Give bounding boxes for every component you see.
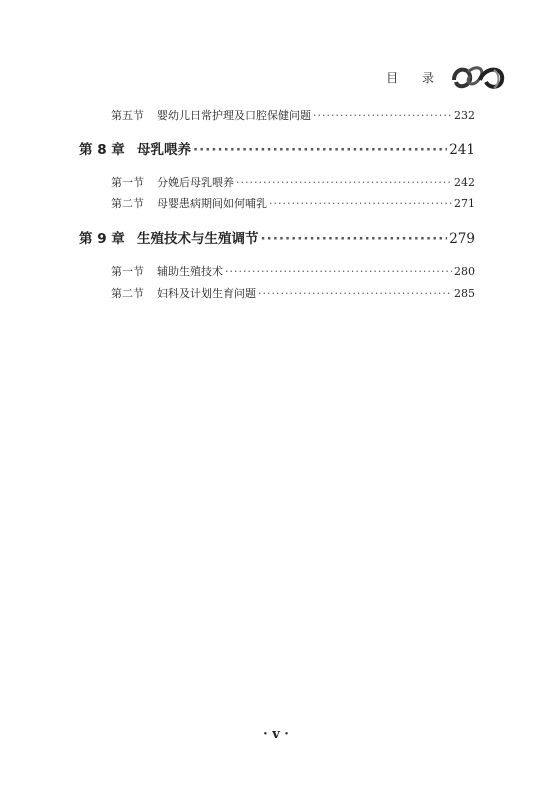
section-title: 婴幼儿日常护理及口腔保健问题 <box>157 109 311 122</box>
chapter-number: 第 9 章 <box>79 231 125 247</box>
section-number: 第一节 <box>111 265 144 278</box>
leader-dots <box>225 265 452 278</box>
section-number: 第二节 <box>111 197 144 210</box>
page-number: 285 <box>454 287 475 300</box>
toc-entry-section[interactable] <box>111 107 475 123</box>
toc-entry-chapter[interactable] <box>79 138 475 158</box>
toc-entry-section[interactable] <box>111 195 475 211</box>
toc-entry-chapter[interactable] <box>79 227 475 247</box>
page-number: 279 <box>449 231 475 247</box>
leader-dots <box>258 287 452 300</box>
toc-entry-section[interactable] <box>111 263 475 279</box>
leader-dots <box>261 231 448 247</box>
toc-entry-section[interactable] <box>111 285 475 301</box>
page-number: 241 <box>449 142 475 158</box>
page-number: 280 <box>454 265 475 278</box>
chapter-title: 母乳喂养 <box>137 142 191 158</box>
section-number: 第二节 <box>111 287 144 300</box>
leader-dots <box>313 109 452 122</box>
section-number: 第一节 <box>111 176 144 189</box>
leader-dots <box>269 197 452 210</box>
page-number: 242 <box>454 176 475 189</box>
page-number: 232 <box>454 109 475 122</box>
chapter-title: 生殖技术与生殖调节 <box>137 231 259 247</box>
chapter-number: 第 8 章 <box>79 142 125 158</box>
section-title: 分娩后母乳喂养 <box>157 176 234 189</box>
section-title: 母婴患病期间如何哺乳 <box>157 197 267 210</box>
running-head-label: 目 录 <box>386 70 444 85</box>
section-number: 第五节 <box>111 109 144 122</box>
page-number: 271 <box>454 197 475 210</box>
leader-dots <box>193 142 447 158</box>
section-title: 辅助生殖技术 <box>157 265 223 278</box>
page-folio: · v · <box>263 727 289 742</box>
toc-entry-section[interactable] <box>111 174 475 190</box>
leader-dots <box>236 176 452 189</box>
section-title: 妇科及计划生育问题 <box>157 287 256 300</box>
